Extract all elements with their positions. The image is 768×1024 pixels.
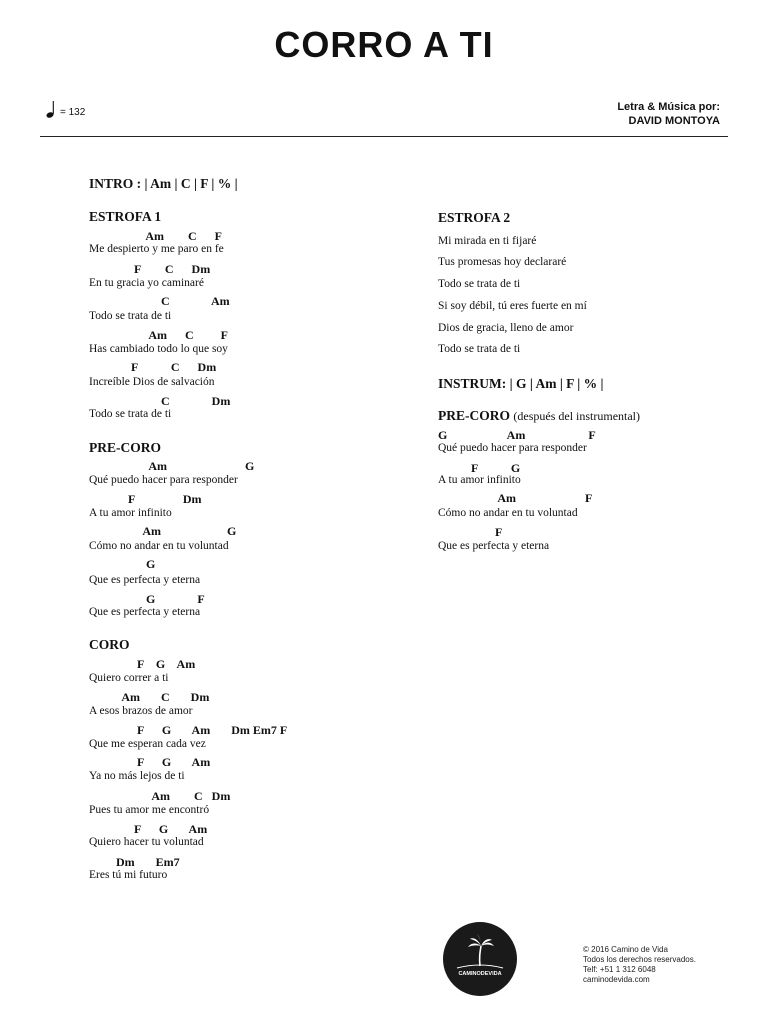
footer-line: caminodevida.com (583, 975, 650, 984)
lyric-line: Eres tú mi futuro (89, 869, 168, 881)
section-heading: ESTROFA 2 (438, 210, 511, 225)
tempo-marking (46, 100, 85, 118)
lyric-line: A tu amor infinito (438, 474, 521, 486)
chord-line: F G Am Dm Em7 F (89, 723, 288, 737)
logo-text: CAMINODEVIDA (458, 971, 502, 977)
chord-line: Am G (89, 524, 237, 538)
chord-line: G F (89, 592, 205, 606)
intro-line: INTRO : | Am | C | F | % | (89, 176, 238, 191)
tempo-value: = 132 (60, 107, 86, 118)
chord-line: Dm Em7 (89, 855, 180, 869)
footer-line: Todos los derechos reservados. (583, 955, 696, 964)
lyric-line: Todo se trata de ti (438, 343, 521, 355)
chord-line: F C Dm (89, 360, 217, 374)
lyric-line: Qué puedo hacer para responder (89, 474, 238, 486)
section-heading: CORO (89, 637, 130, 652)
chord-line: C Am (89, 294, 230, 308)
chord-line: F G Am (89, 822, 208, 836)
lyric-line: Cómo no andar en tu voluntad (89, 540, 229, 552)
quarter-note-icon (46, 100, 56, 118)
chord-line: Am C F (89, 328, 228, 342)
credits (617, 100, 720, 128)
section-heading-label: PRE-CORO (438, 408, 510, 423)
chord-line: F G (438, 461, 521, 475)
lyric-line: Pues tu amor me encontró (89, 804, 210, 816)
header-divider (40, 136, 728, 137)
lyric-line: Tus promesas hoy declararé (438, 256, 567, 268)
lyric-line: Todo se trata de ti (438, 278, 521, 290)
footer-copyright (583, 945, 696, 985)
chord-line: F G Am (89, 657, 196, 671)
lyric-line: Cómo no andar en tu voluntad (438, 507, 578, 519)
instrum-line: INSTRUM: | G | Am | F | % | (438, 376, 604, 391)
lyric-line: Qué puedo hacer para responder (438, 442, 587, 454)
lyric-line: Ya no más lejos de ti (89, 770, 185, 782)
lyric-line: Que es perfecta y eterna (438, 540, 550, 552)
chord-line: G Am F (438, 428, 596, 442)
section-heading: ESTROFA 1 (89, 209, 162, 224)
credits-author: DAVID MONTOYA (628, 115, 720, 127)
lyric-line: Dios de gracia, lleno de amor (438, 322, 574, 334)
chord-line: Am G (89, 459, 255, 473)
chord-line: F G Am (89, 755, 211, 769)
palm-tree-logo-icon (443, 922, 517, 996)
lyric-line: Me despierto y me paro en fe (89, 243, 224, 255)
lyric-line: Que me esperan cada vez (89, 738, 206, 750)
chord-line: F Dm (89, 492, 202, 506)
lyric-line: Has cambiado todo lo que soy (89, 343, 228, 355)
chord-line: F C Dm (89, 262, 211, 276)
lyric-line: Quiero hacer tu voluntad (89, 836, 204, 848)
lyric-line: A esos brazos de amor (89, 705, 193, 717)
section-heading (438, 408, 640, 424)
lyric-line: Todo se trata de ti (89, 408, 172, 420)
footer-line: © 2016 Camino de Vida (583, 945, 668, 954)
lyric-line: Todo se trata de ti (89, 310, 172, 322)
chord-line: C Dm (89, 394, 231, 408)
lyric-line: A tu amor infinito (89, 507, 172, 519)
lyric-line: Mi mirada en ti fijaré (438, 235, 537, 247)
chord-line: Am C Dm (89, 690, 210, 704)
chord-line: F (438, 525, 503, 539)
song-title: CORRO A TI (274, 24, 494, 65)
lyric-line: Que es perfecta y eterna (89, 606, 201, 618)
chord-line: Am F (438, 491, 593, 505)
credits-label: Letra & Música por: (617, 101, 720, 113)
lyric-line: Increíble Dios de salvación (89, 376, 215, 388)
chord-line: Am C Dm (89, 789, 231, 803)
lyric-line: Si soy débil, tú eres fuerte en mí (438, 300, 587, 312)
chord-line: G (89, 557, 156, 571)
lyric-line: Quiero correr a ti (89, 672, 169, 684)
lyric-line: Que es perfecta y eterna (89, 574, 201, 586)
lyric-line: En tu gracia yo caminaré (89, 277, 204, 289)
chord-line: Am C F (89, 229, 222, 243)
section-heading: PRE-CORO (89, 440, 161, 455)
section-heading-note: (después del instrumental) (513, 409, 641, 423)
footer-line: Telf: +51 1 312 6048 (583, 965, 656, 974)
